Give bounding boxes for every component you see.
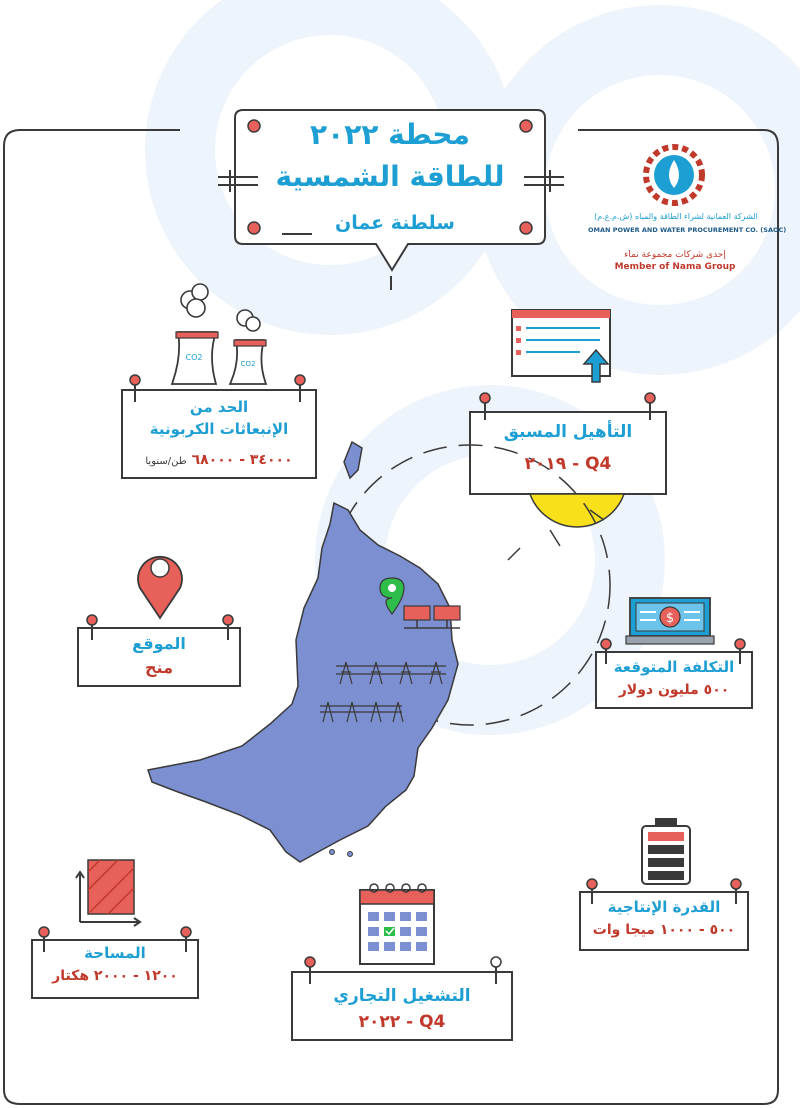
company-logo: [646, 147, 702, 203]
area-card: [32, 927, 198, 998]
area-label: المساحة: [84, 944, 146, 962]
location-pin-icon: [138, 557, 182, 618]
emissions-unit: طن/سنويا: [145, 456, 187, 467]
cost-label: التكلفة المتوقعة: [613, 658, 735, 676]
svg-text:$: $: [665, 611, 675, 626]
emissions-label-1: الحد من: [189, 398, 249, 416]
location-label: الموقع: [132, 634, 186, 653]
money-icon: [626, 598, 714, 644]
battery-icon: [642, 818, 690, 884]
capacity-label: القدرة الإنتاجية: [607, 898, 721, 916]
logo-member-ar: إحدى شركات مجموعة نماء: [624, 250, 726, 260]
capacity-value: ٥٠٠ - ١٠٠٠ ميجا وات: [592, 922, 736, 938]
logo-member-en: Member of Nama Group: [614, 262, 736, 272]
commercial-label: التشغيل التجاري: [333, 986, 471, 1006]
co2-label-right: CO2: [240, 360, 256, 368]
prequal-label: التأهيل المسبق: [503, 422, 633, 442]
co2-label-left: CO2: [185, 353, 203, 362]
background-swirl: [180, 0, 800, 700]
cost-value: ٥٠٠ مليون دولار: [618, 682, 730, 698]
emissions-value: [122, 452, 316, 468]
calendar-icon: [360, 884, 434, 964]
emissions-range: ٣٤٠٠٠ - ٦٨٠٠٠: [191, 452, 293, 468]
emissions-label-2: الإنبعاثات الكربونية: [149, 420, 289, 438]
commercial-value: Q4 - ٢٠٢٢: [358, 1012, 446, 1032]
location-value: منح: [145, 658, 173, 677]
area-icon: [76, 860, 140, 926]
logo-company-en: OMAN POWER AND WATER PROCUREMENT CO. (SAOC): [588, 226, 787, 234]
header-line-3: سلطنة عمان: [335, 212, 455, 234]
header-line-1: محطة ٢٠٢٢: [310, 118, 470, 151]
header-line-2: للطاقة الشمسية: [275, 160, 505, 193]
logo-company-ar: الشركة العمانية لشراء الطاقة والمياه (ش.م.ع.م): [594, 212, 758, 221]
area-value: ١٢٠٠ - ٢٠٠٠ هكتار: [52, 968, 178, 984]
prequal-value: Q4 - ٢٠١٩: [524, 454, 612, 474]
document-icon: [512, 310, 610, 382]
